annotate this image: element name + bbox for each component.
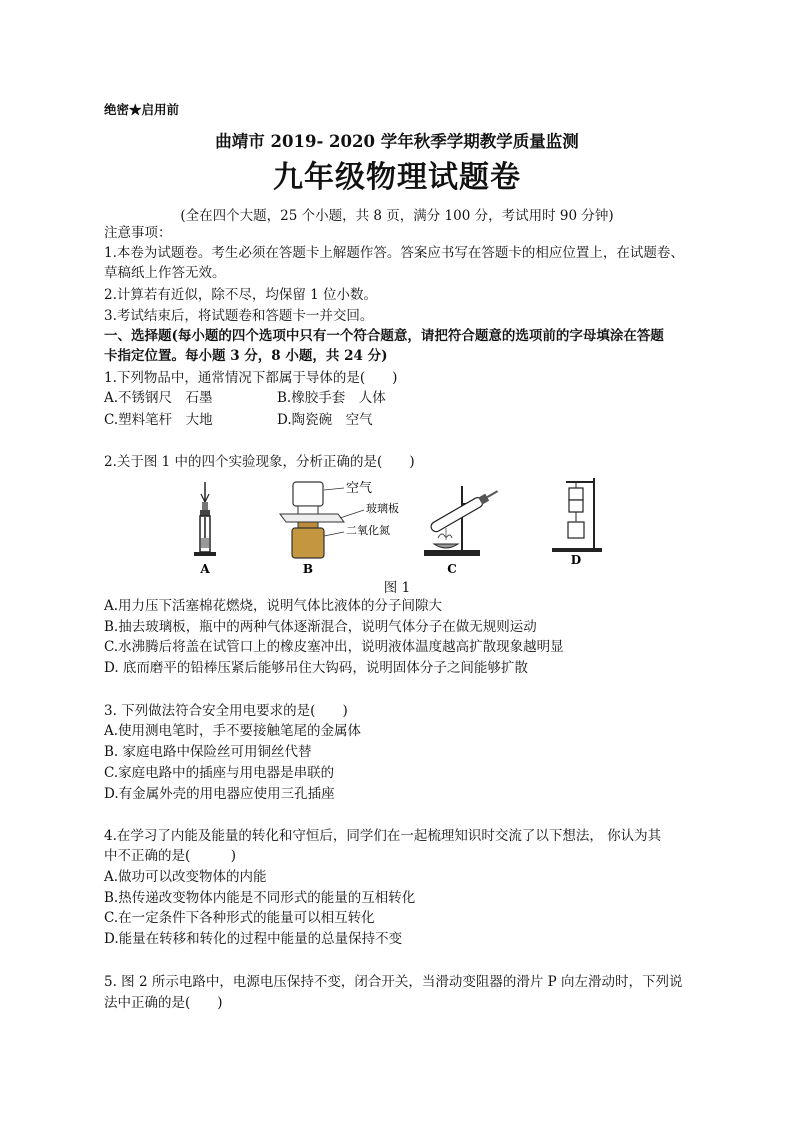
question-5-stem: 法中正确的是( )	[104, 995, 223, 1011]
figure-label-no2: 二氧化氮	[346, 524, 390, 537]
experiment-b-drawing	[280, 482, 344, 558]
figure-label-b: B	[302, 562, 314, 576]
question-2-stem: 2.关于图 1 中的四个实验现象，分析正确的是( )	[104, 454, 415, 470]
notes-heading: 注意事项：	[104, 225, 172, 241]
figure-label-air: 空气	[346, 481, 373, 496]
q3-option-a: A.使用测电笔时，手不要接触笔尾的金属体	[104, 723, 362, 739]
q2-option-b: B.抽去玻璃板，瓶中的两种气体逐渐混合，说明气体分子在做无规则运动	[104, 619, 537, 635]
q1-option-d: D.陶瓷碗 空气	[277, 412, 373, 428]
q4-option-b: B.热传递改变物体内能是不同形式的能量的互相转化	[104, 890, 416, 906]
section-heading: 一、选择题(每小题的四个选项中只有一个符合题意，请把符合题意的选项前的字母填涂在答题	[104, 328, 664, 344]
question-4-stem: 中不正确的是( )	[104, 848, 237, 864]
question-1-stem: 1.下列物品中，通常情况下都属于导体的是( )	[104, 370, 398, 386]
figure-label-glass: 玻璃板	[366, 502, 399, 515]
experiment-c-drawing	[424, 486, 500, 556]
experiment-a-drawing	[194, 482, 216, 556]
note-line: 草稿纸上作答无效。	[104, 265, 226, 281]
figure-label-c: C	[447, 562, 457, 576]
q4-option-d: D.能量在转移和转化的过程中能量的总量保持不变	[104, 931, 403, 947]
exam-org-title: 曲靖市 2019- 2020 学年秋季学期教学质量监测	[215, 132, 579, 151]
question-5-stem: 5. 图 2 所示电路中，电源电压保持不变，闭合开关，当滑动变阻器的滑片 P 向左滑动时，下列说	[104, 974, 683, 990]
q2-option-c: C.水沸腾后将盖在试管口上的橡皮塞冲出，说明液体温度越高扩散现象越明显	[104, 639, 564, 655]
q1-option-b: B.橡胶手套 人体	[277, 390, 386, 406]
exam-title: 九年级物理试题卷	[273, 160, 521, 195]
q2-option-a: A.用力压下活塞棉花燃烧，说明气体比液体的分子间隙大	[104, 598, 443, 614]
figure-1-caption: 图 1	[383, 580, 411, 596]
question-3-stem: 3. 下列做法符合安全用电要求的是( )	[104, 703, 348, 719]
q3-option-b: B. 家庭电路中保险丝可用铜丝代替	[104, 744, 312, 760]
note-line: 2.计算若有近似，除不尽，均保留 1 位小数。	[104, 287, 378, 303]
q3-option-c: C.家庭电路中的插座与用电器是串联的	[104, 765, 335, 781]
note-line: 3.考试结束后，将试题卷和答题卡一并交回。	[104, 308, 374, 324]
q4-option-a: A.做功可以改变物体的内能	[104, 869, 267, 885]
figure-label-a: A	[200, 562, 210, 576]
note-line: 1.本卷为试题卷。考生必须在答题卡上解题作答。答案应书写在答题卡的相应位置上，在试题卷、	[104, 245, 684, 261]
q3-option-d: D.有金属外壳的用电器应使用三孔插座	[104, 786, 335, 802]
q2-option-d: D. 底而磨平的铅棒压紧后能够吊住大钩码，说明固体分子之间能够扩散	[104, 660, 528, 676]
figure-label-d: D	[570, 553, 582, 567]
experiment-d-drawing	[552, 478, 602, 552]
question-4-stem: 4.在学习了内能及能量的转化和守恒后，同学们在一起梳理知识时交流了以下想法， 你认为其	[104, 828, 662, 844]
exam-subtitle: (全在四个大题，25 个小题，共 8 页，满分 100 分，考试用时 90 分钟)	[180, 208, 614, 224]
q1-option-c: C.塑料笔杆 大地	[104, 412, 213, 428]
confidential-mark: 绝密★启用前	[104, 102, 180, 117]
q1-option-a: A.不锈钢尺 石墨	[104, 390, 213, 406]
q4-option-c: C.在一定条件下各种形式的能量可以相互转化	[104, 910, 375, 926]
section-heading: 卡指定位置。每小题 3 分，8 小题，共 24 分)	[104, 348, 388, 364]
